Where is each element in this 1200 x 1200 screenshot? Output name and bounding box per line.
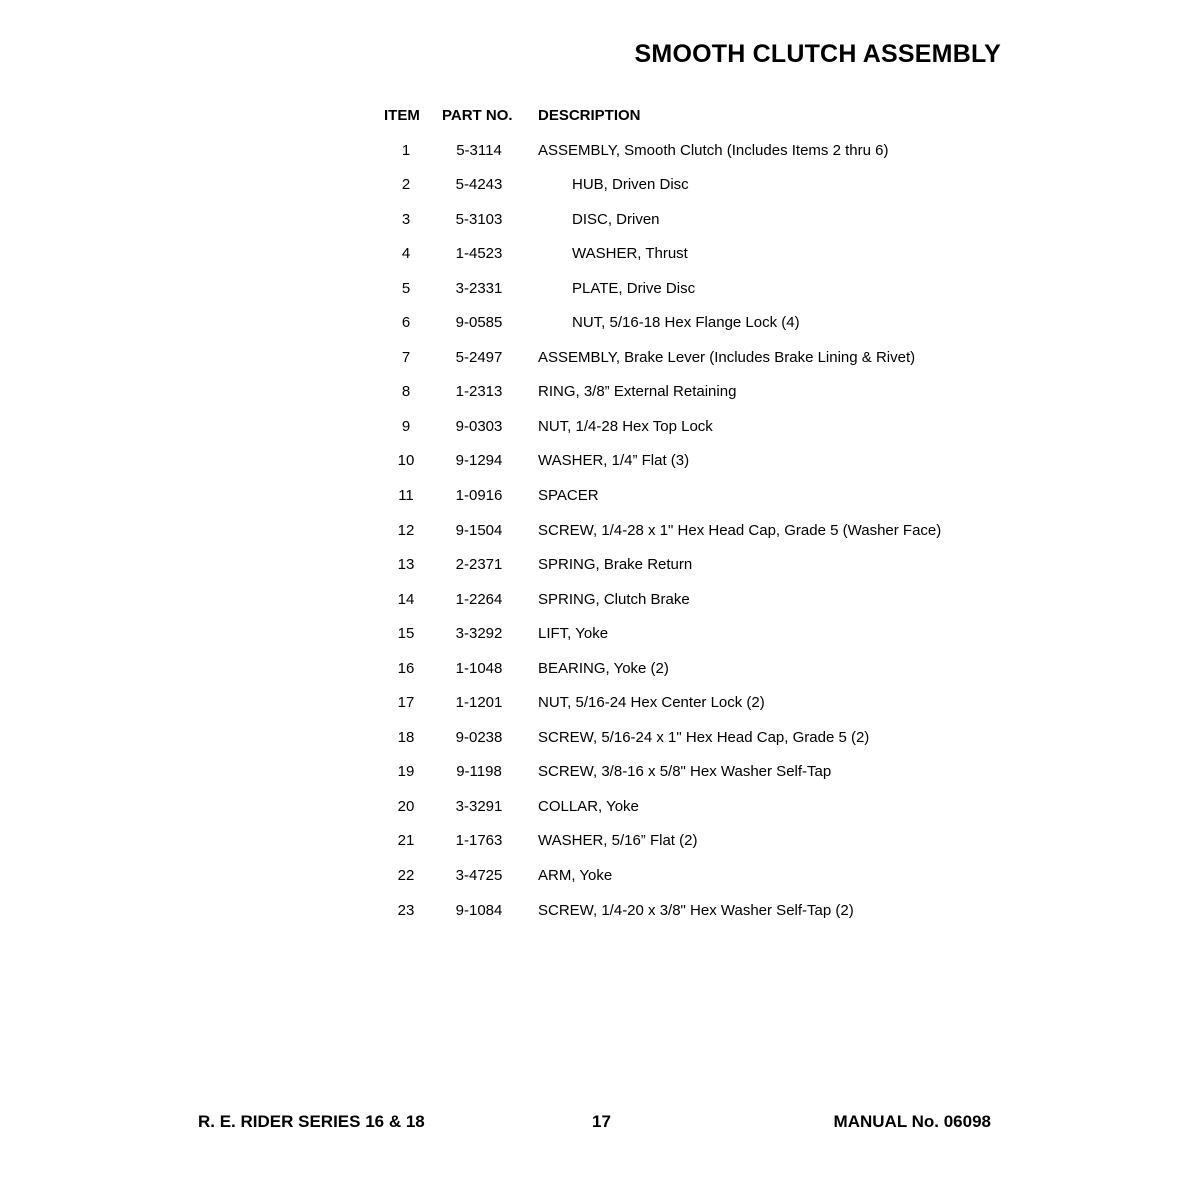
row-part-number: 5-4243 [455, 176, 503, 194]
row-description: ASSEMBLY, Smooth Clutch (Includes Items 2 thru 6) [538, 141, 889, 159]
row-description: BEARING, Yoke (2) [538, 659, 669, 677]
row-part-number: 9-1504 [455, 521, 503, 539]
table-row [380, 790, 1080, 825]
row-description: SCREW, 5/16-24 x 1" Hex Head Cap, Grade 5 (2) [538, 728, 870, 746]
table-row [380, 583, 1080, 618]
row-description: NUT, 1/4-28 Hex Top Lock [538, 417, 713, 435]
row-part-number: 5-3103 [455, 210, 503, 228]
page-footer [0, 1112, 1200, 1136]
row-item-number: 21 [397, 832, 415, 850]
row-part-number: 1-1048 [455, 659, 503, 677]
row-description: RING, 3/8” External Retaining [538, 383, 737, 401]
row-part-number: 3-3292 [455, 625, 503, 643]
row-item-number: 1 [401, 141, 411, 159]
table-row [380, 341, 1080, 376]
footer-page-number: 17 [592, 1112, 611, 1131]
row-item-number: 11 [398, 486, 414, 504]
row-part-number: 1-0916 [455, 486, 503, 504]
table-row [380, 894, 1080, 929]
table-row [380, 203, 1080, 238]
row-item-number: 22 [397, 866, 415, 884]
table-row [380, 479, 1080, 514]
row-item-number: 15 [397, 625, 415, 643]
row-part-number: 9-1198 [456, 763, 502, 781]
row-item-number: 9 [401, 417, 411, 435]
row-description: SCREW, 1/4-20 x 3/8" Hex Washer Self-Tap (2) [538, 901, 854, 919]
table-row [380, 444, 1080, 479]
table-row [380, 824, 1080, 859]
table-row [380, 859, 1080, 894]
row-description: LIFT, Yoke [538, 625, 609, 643]
table-row [380, 272, 1080, 307]
row-item-number: 7 [401, 348, 411, 366]
row-description: NUT, 5/16-18 Hex Flange Lock (4) [572, 314, 800, 332]
row-description: COLLAR, Yoke [538, 797, 639, 815]
row-part-number: 3-4725 [455, 866, 503, 884]
row-description: SCREW, 3/8-16 x 5/8" Hex Washer Self-Tap [538, 763, 832, 781]
header-item: ITEM [384, 107, 420, 124]
row-part-number: 1-1763 [455, 832, 503, 850]
row-part-number: 1-2313 [455, 383, 503, 401]
row-description: ARM, Yoke [538, 866, 613, 884]
row-item-number: 10 [397, 452, 415, 470]
parts-table [380, 99, 1080, 928]
row-description: SPRING, Brake Return [538, 556, 693, 574]
table-row [380, 514, 1080, 549]
table-row [380, 686, 1080, 721]
table-row [380, 375, 1080, 410]
row-part-number: 9-1294 [455, 452, 503, 470]
row-description: ASSEMBLY, Brake Lever (Includes Brake Lining & Rivet) [538, 348, 916, 366]
row-description: WASHER, Thrust [572, 245, 688, 263]
row-item-number: 3 [401, 210, 411, 228]
row-item-number: 19 [397, 763, 415, 781]
footer-series: R. E. RIDER SERIES 16 & 18 [198, 1112, 425, 1131]
row-description: HUB, Driven Disc [572, 176, 689, 194]
row-item-number: 5 [401, 279, 411, 297]
header-description: DESCRIPTION [538, 107, 641, 124]
row-item-number: 6 [401, 314, 411, 332]
table-header-row [380, 99, 1080, 133]
row-description: NUT, 5/16-24 Hex Center Lock (2) [538, 694, 765, 712]
table-row [380, 306, 1080, 341]
row-part-number: 5-3114 [456, 141, 502, 159]
row-part-number: 9-0303 [455, 417, 503, 435]
table-row [380, 617, 1080, 652]
row-item-number: 20 [397, 797, 415, 815]
row-description: DISC, Driven [572, 210, 660, 228]
table-row [380, 237, 1080, 272]
row-item-number: 23 [397, 901, 415, 919]
row-item-number: 12 [397, 521, 415, 539]
table-row [380, 755, 1080, 790]
row-item-number: 2 [401, 176, 411, 194]
table-row [380, 410, 1080, 445]
table-row [380, 168, 1080, 203]
row-part-number: 5-2497 [455, 348, 503, 366]
table-row [380, 548, 1080, 583]
table-body [380, 134, 1080, 929]
table-row [380, 134, 1080, 169]
row-part-number: 3-3291 [455, 797, 503, 815]
table-row [380, 721, 1080, 756]
row-part-number: 1-2264 [455, 590, 503, 608]
page-title: SMOOTH CLUTCH ASSEMBLY [634, 40, 1001, 68]
row-part-number: 1-1201 [455, 694, 503, 712]
row-description: PLATE, Drive Disc [572, 279, 696, 297]
row-part-number: 1-4523 [455, 245, 503, 263]
row-part-number: 2-2371 [455, 556, 503, 574]
table-row [380, 652, 1080, 687]
row-description: WASHER, 5/16” Flat (2) [538, 832, 698, 850]
row-description: SPRING, Clutch Brake [538, 590, 690, 608]
row-item-number: 17 [397, 694, 415, 712]
row-item-number: 16 [397, 659, 415, 677]
row-item-number: 14 [397, 590, 415, 608]
row-description: SPACER [538, 486, 599, 504]
row-part-number: 9-0585 [455, 314, 503, 332]
row-description: SCREW, 1/4-28 x 1" Hex Head Cap, Grade 5 (Washer Face) [538, 521, 942, 539]
row-part-number: 9-0238 [455, 728, 503, 746]
footer-manual-number: MANUAL No. 06098 [833, 1112, 991, 1131]
row-item-number: 18 [397, 728, 415, 746]
row-part-number: 9-1084 [455, 901, 503, 919]
header-part-no: PART NO. [442, 107, 513, 124]
row-item-number: 8 [401, 383, 411, 401]
row-item-number: 4 [401, 245, 411, 263]
row-item-number: 13 [397, 556, 415, 574]
row-part-number: 3-2331 [455, 279, 503, 297]
row-description: WASHER, 1/4” Flat (3) [538, 452, 690, 470]
